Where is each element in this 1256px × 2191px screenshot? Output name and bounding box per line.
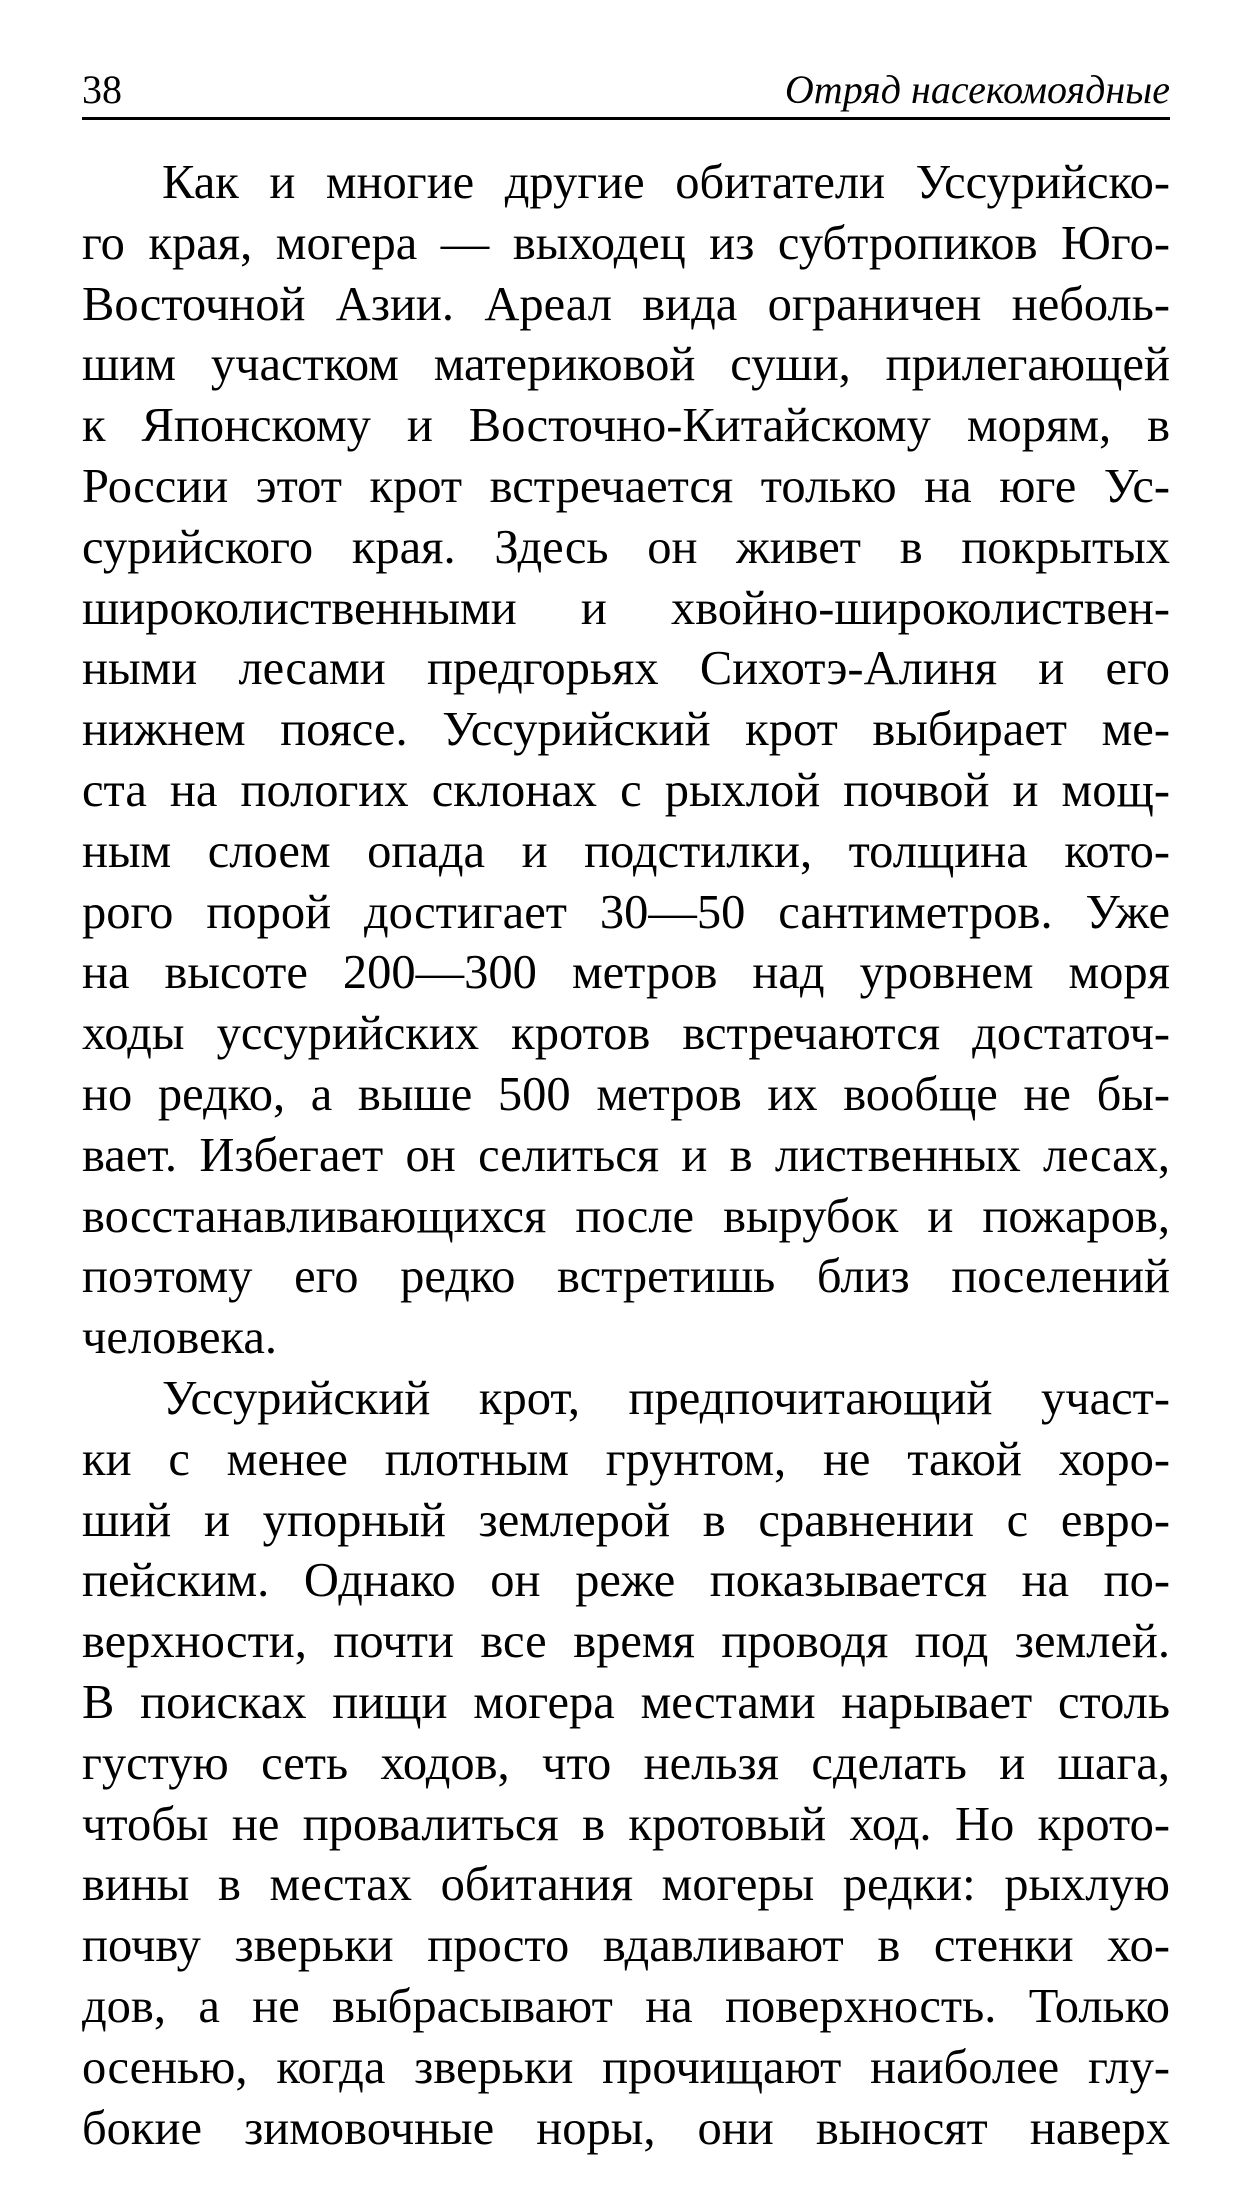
text-line: вает. Избегает он селиться и в лиственных лесах, — [82, 1128, 1170, 1182]
text-line: В поисках пищи могера местами нарывает столь — [82, 1675, 1170, 1729]
text-line: ки с менее плотным грунтом, не такой хоро- — [82, 1432, 1170, 1486]
text-line: го края, могера — выходец из субтропиков Юго- — [82, 216, 1170, 270]
text-line: верхности, почти все время проводя под землей. — [82, 1615, 1170, 1669]
text-line: ходы уссурийских кротов встречаются достаточ- — [82, 1007, 1170, 1061]
text-line: рого порой достигает 30—50 сантиметров. Уже — [82, 885, 1170, 939]
text-line: бокие зимовочные норы, они выносят наверх — [82, 2101, 1170, 2155]
text-line: ста на пологих склонах с рыхлой почвой и мощ- — [82, 763, 1170, 817]
text-line: шим участком материковой суши, прилегающей — [82, 338, 1170, 392]
text-line: почву зверьки просто вдавливают в стенки хо- — [82, 1919, 1170, 1973]
text-line: широколиственными и хвойно-широколиствен- — [82, 581, 1170, 635]
text-line: чтобы не провалиться в кротовый ход. Но крото- — [82, 1797, 1170, 1851]
header-rule — [82, 117, 1170, 120]
text-line: ным слоем опада и подстилки, толщина кото- — [82, 824, 1170, 878]
text-line: восстанавливающихся после вырубок и пожаров, — [82, 1189, 1170, 1243]
text-line: дов, а не выбрасывают на поверхность. Только — [82, 1979, 1170, 2033]
text-line: ший и упорный землерой в сравнении с евро- — [82, 1493, 1170, 1547]
text-line: но редко, а выше 500 метров их вообще не бы- — [82, 1067, 1170, 1121]
text-line: человека. — [82, 1311, 277, 1365]
text-line: России этот крот встречается только на юге Ус- — [82, 459, 1170, 513]
text-line: на высоте 200—300 метров над уровнем моря — [82, 946, 1170, 1000]
text-line: Как и многие другие обитатели Уссурийско- — [162, 156, 1170, 209]
page-header — [82, 62, 1170, 122]
text-line: поэтому его редко встретишь близ поселений — [82, 1250, 1170, 1304]
text-line: сурийского края. Здесь он живет в покрытых — [82, 520, 1170, 574]
text-line: Восточной Азии. Ареал вида ограничен неболь- — [82, 277, 1170, 331]
text-line: пейским. Однако он реже показывается на по- — [82, 1554, 1170, 1608]
running-title: Отряд насекомоядные — [784, 67, 1170, 112]
body-text — [82, 153, 1170, 2159]
text-line: Уссурийский крот, предпочитающий участ- — [162, 1371, 1170, 1425]
text-line: осенью, когда зверьки прочищают наиболее глу- — [82, 2040, 1170, 2094]
text-line: к Японскому и Восточно-Китайскому морям, в — [82, 399, 1170, 453]
text-line: ными лесами предгорьях Сихотэ-Алиня и его — [82, 642, 1170, 696]
text-line: густую сеть ходов, что нельзя сделать и шага, — [82, 1736, 1170, 1790]
text-line: вины в местах обитания могеры редки: рыхлую — [82, 1858, 1170, 1912]
text-line: нижнем поясе. Уссурийский крот выбирает ме- — [82, 703, 1170, 757]
page-number: 38 — [82, 67, 122, 112]
